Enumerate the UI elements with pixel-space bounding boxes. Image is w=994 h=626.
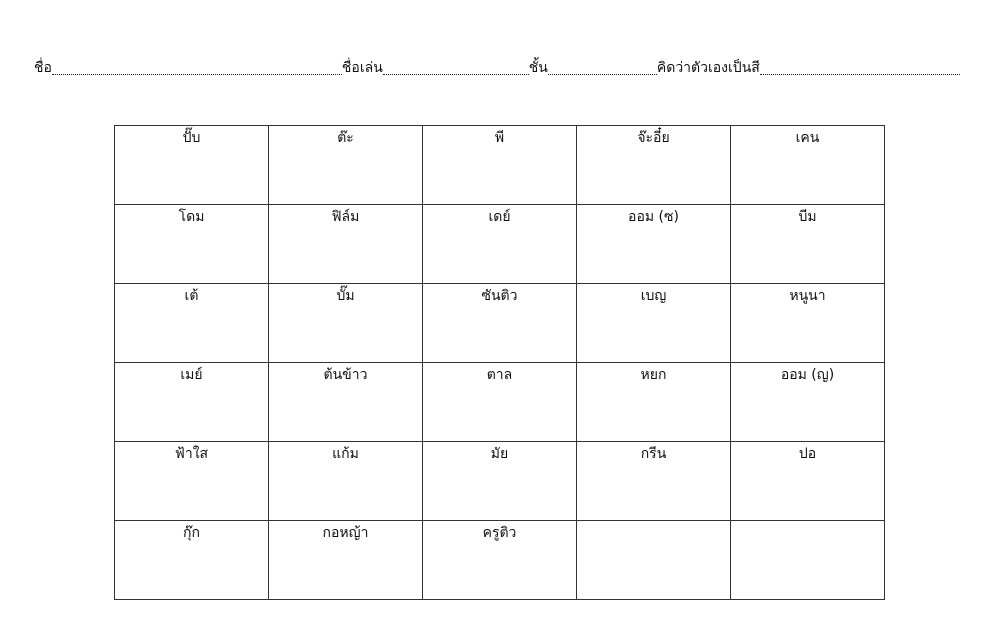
grid-cell — [423, 442, 577, 521]
student-name: เมย์ — [180, 367, 203, 383]
student-name: กุ๊ก — [183, 525, 200, 541]
grid-cell — [731, 205, 885, 284]
grid-cell — [269, 363, 423, 442]
grid-cell — [423, 363, 577, 442]
class-label: ชั้น — [528, 60, 548, 76]
student-name: ปั๊บ — [182, 130, 201, 146]
grid-cell — [731, 284, 885, 363]
self-color-blank-line — [760, 59, 960, 75]
student-name: ปอ — [798, 446, 817, 462]
grid-cell — [577, 205, 731, 284]
student-name: ครูติว — [482, 525, 517, 541]
student-name: บั๊ม — [336, 288, 355, 304]
student-name: มัย — [490, 446, 509, 462]
grid-cell — [577, 521, 731, 600]
table-row — [115, 521, 885, 600]
nickname-blank-line — [383, 59, 529, 75]
class-blank-line — [548, 59, 657, 75]
student-name: กรีน — [640, 446, 667, 462]
student-name — [731, 521, 884, 523]
student-name-grid — [114, 125, 885, 600]
student-name: แก้ม — [332, 446, 359, 462]
student-name: ต้นข้าว — [323, 367, 368, 383]
grid-cell — [115, 363, 269, 442]
grid-cell — [423, 284, 577, 363]
grid-cell — [423, 521, 577, 600]
grid-cell — [577, 442, 731, 521]
table-row — [115, 126, 885, 205]
table-row — [115, 284, 885, 363]
grid-cell — [115, 284, 269, 363]
grid-cell — [269, 126, 423, 205]
grid-cell — [115, 442, 269, 521]
grid-cell — [269, 284, 423, 363]
student-name: ออม (ญ) — [780, 367, 835, 383]
student-name: ซันติว — [481, 288, 518, 304]
student-name: เบญ — [640, 288, 667, 304]
grid-cell — [115, 521, 269, 600]
student-name: พี — [494, 130, 505, 146]
student-name: ออม (ซ) — [628, 209, 679, 225]
student-name: ฟ้าใส — [174, 446, 209, 462]
grid-cell — [731, 442, 885, 521]
student-name — [577, 521, 730, 523]
grid-cell — [115, 126, 269, 205]
student-name: หยก — [640, 367, 667, 383]
grid-cell — [269, 442, 423, 521]
name-label: ชื่อ — [34, 60, 52, 76]
grid-cell — [269, 205, 423, 284]
student-name: เต้ — [184, 288, 199, 304]
student-name: ฟิล์ม — [331, 209, 360, 225]
grid-cell — [731, 363, 885, 442]
student-name: บีม — [798, 209, 817, 225]
grid-cell — [731, 126, 885, 205]
student-name: ตาล — [486, 367, 513, 383]
student-name: เคน — [795, 130, 820, 146]
student-name: เดย์ — [488, 209, 511, 225]
grid-cell — [115, 205, 269, 284]
student-name: หนูนา — [789, 288, 826, 304]
nickname-label: ชื่อเล่น — [341, 60, 383, 76]
student-name: ต๊ะ — [337, 130, 354, 146]
grid-cell — [423, 126, 577, 205]
table-row — [115, 205, 885, 284]
table-row — [115, 363, 885, 442]
grid-cell — [731, 521, 885, 600]
grid-cell — [423, 205, 577, 284]
self-color-label: คิดว่าตัวเองเป็นสี — [656, 60, 760, 76]
grid-cell — [577, 363, 731, 442]
student-name: จ๊ะอี๋ย — [637, 130, 670, 146]
name-blank-line — [52, 59, 342, 75]
student-name: โดม — [178, 209, 205, 225]
student-info-line — [34, 56, 960, 78]
grid-cell — [577, 284, 731, 363]
grid-cell — [577, 126, 731, 205]
table-row — [115, 442, 885, 521]
student-name: กอหญ้า — [322, 525, 369, 541]
grid-cell — [269, 521, 423, 600]
